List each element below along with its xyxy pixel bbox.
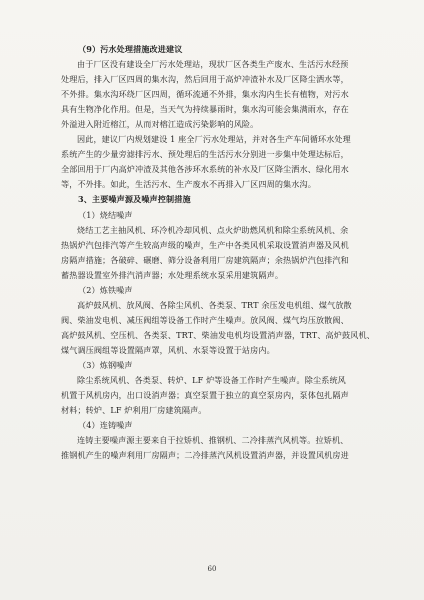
text-line: 热锅炉汽包排汽等产生较高声级的噪声，生产中各类风机采取设置消声器及风机 [61, 239, 349, 250]
text-line: 外溢进入附近榕江，从而对榕江造成污染影响的风险。 [61, 119, 259, 130]
subsection-casting-heading: （4）连铸噪声 [78, 420, 133, 431]
paragraph-casting-noise [61, 435, 373, 461]
text-line: 阀、柴油发电机、减压阀组等设备工作时产生噪声。放风阀、煤气均压放散阀、 [61, 314, 349, 325]
text-line: 推钢机产生的噪声利用厂房隔声；二冷排蒸汽风机设置消声器，并设置风机房进 [61, 450, 349, 461]
subsection-steelmaking-heading: （3）炼钢噪声 [78, 359, 133, 370]
text-line: 由于厂区没有建设全厂污水处理站，现状厂区各类生产废水、生活污水经预 [77, 59, 349, 70]
text-line: 除尘系统风机、各类泵、转炉、LF 炉等设备工作时产生噪声。除尘系统风 [77, 375, 346, 386]
text-line: 系统产生的少量旁滤排污水、预处理后的生活污水分别进一步集中处理达标后， [61, 149, 349, 160]
text-line: 连铸主要噪声源主要来自于拉矫机、推钢机、二冷排蒸汽风机等。拉矫机、 [77, 435, 349, 446]
text-line: 高炉鼓风机、空压机、各类泵、TRT、柴油发电机均设置消声器，TRT、高炉鼓风机、 [61, 329, 375, 340]
text-line: 处理后，排入厂区四周的集水沟，然后回用于高炉冲渣补水及厂区降尘洒水等， [61, 74, 349, 85]
paragraph-wastewater-status [61, 59, 373, 130]
paragraph-ironmaking-noise [61, 300, 373, 356]
text-line: 蓄热器设置室外排汽消声器；水处理系统水泵采用建筑隔声。 [61, 269, 284, 280]
text-line: 烧结工艺主抽风机、环冷机冷却风机、点火炉助燃风机和除尘系统风机、余 [77, 224, 349, 235]
subsection-sintering-heading: （1）烧结噪声 [78, 209, 133, 220]
page-body [61, 44, 373, 465]
text-line: 煤气调压阀组等设置隔声罩，风机、水泵等设置于站房内。 [61, 344, 275, 355]
paragraph-recommendation [61, 134, 373, 190]
section-3-heading: 3、主要噪声源及噪声控制措施 [78, 194, 191, 205]
text-line: 全部回用于厂内高炉冲渣及其他各涉环水系统的补水及厂区降尘洒水、绿化用水 [61, 164, 349, 175]
text-line: 具有生物净化作用。但是，当天气为持续暴雨时，集水沟可能会集满雨水，存在 [61, 104, 349, 115]
subsection-ironmaking-heading: （2）炼铁噪声 [78, 284, 133, 295]
text-line: 不外排。集水沟环绕厂区四周，循环流通不外排，集水沟内生长有植物，对污水 [61, 89, 349, 100]
text-line: 等，不外排。如此，生活污水、生产废水不再排入厂区四周的集水沟。 [61, 179, 316, 190]
text-line: 机置于风机房内，出口设消声器；真空泵置于独立的真空泵房内，泵体包扎隔声 [61, 390, 349, 401]
section-9-heading: （9）污水处理措施改进建议 [78, 44, 183, 54]
text-line: 因此，建议厂内规划建设 1 座全厂污水处理站，并对各生产车间循环水处理 [77, 134, 351, 145]
paragraph-steelmaking-noise [61, 375, 373, 416]
page-number: 60 [207, 565, 217, 573]
text-line: 高炉鼓风机、放风阀、各除尘风机、各类泵、TRT 余压发电机组、煤气放散 [77, 299, 352, 310]
text-line: 房隔声措施；各破碎、碾磨、筛分设备利用厂房建筑隔声；余热锅炉汽包排汽和 [61, 254, 349, 265]
text-line: 材料；转炉、LF 炉利用厂房建筑隔声。 [61, 405, 207, 416]
paragraph-sintering-noise [61, 225, 373, 281]
